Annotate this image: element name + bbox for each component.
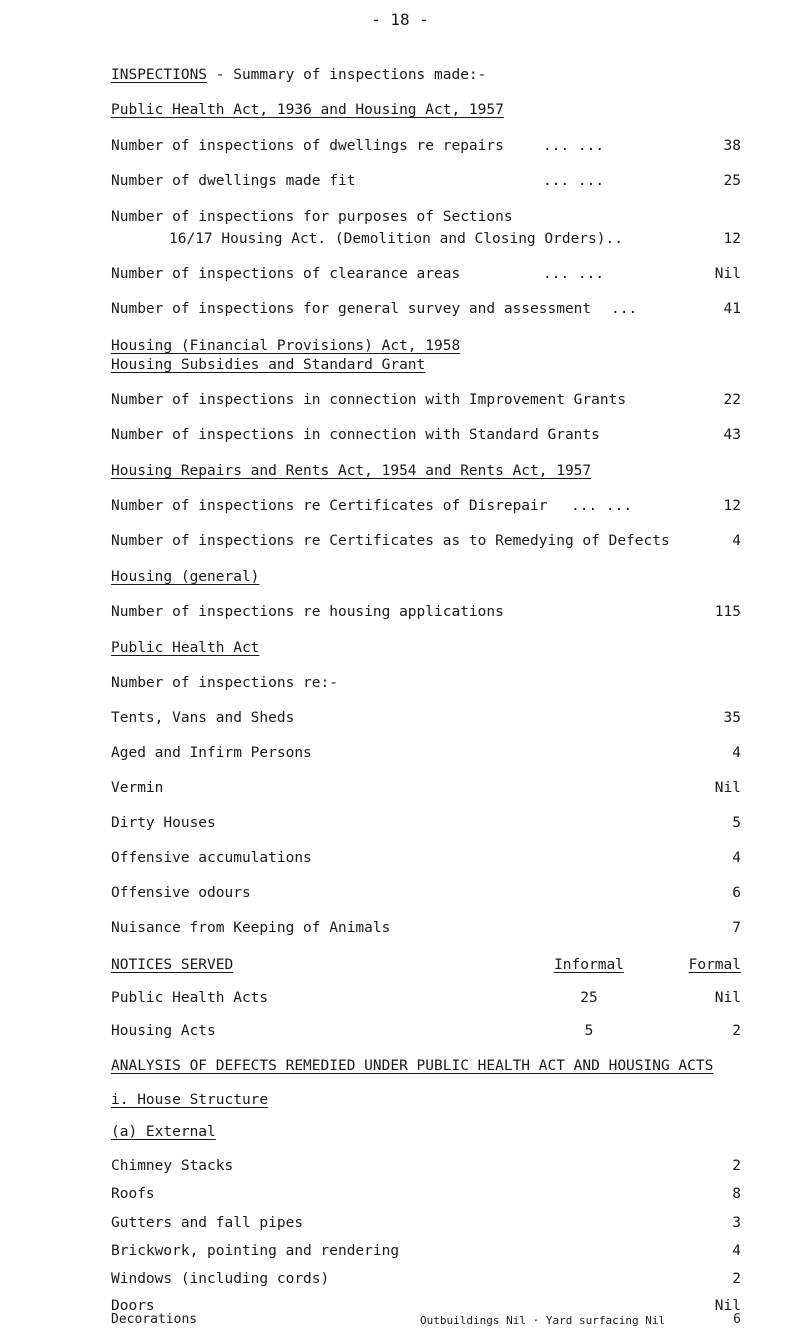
list-item: Windows (including cords) 2 [111,1271,741,1287]
table-row: Number of inspections re housing applications 115 [111,604,741,620]
section-intro: Number of inspections re:- [111,675,338,691]
table-row: Number of inspections for general survey and assessment ... 41 [111,301,741,317]
section-title: Housing (general) [111,569,260,585]
section-title: Public Health Act [111,640,260,656]
list-item: Nuisance from Keeping of Animals 7 [111,920,741,936]
analysis-subheading: (a) External [111,1124,216,1140]
list-item: Aged and Infirm Persons 4 [111,745,741,761]
heading-subtitle: - Summary of inspections made:- [215,67,487,83]
table-row: Number of inspections re Certificates as to Remedying of Defects 4 [111,533,741,549]
list-item: Brickwork, pointing and rendering 4 [111,1243,741,1259]
table-row: 16/17 Housing Act. (Demolition and Closing Orders).. 12 [169,231,741,247]
table-row: Number of inspections in connection with Standard Grants 43 [111,427,741,443]
list-item: Offensive accumulations 4 [111,850,741,866]
table-row: Public Health Acts 25 Nil [111,990,741,1006]
list-item-compact: Outbuildings Nil · Yard surfacing Nil [420,1314,666,1327]
list-item: Roofs 8 [111,1186,741,1202]
section-title: Housing (Financial Provisions) Act, 1958 [111,338,461,354]
notices-header: NOTICES SERVED Informal Formal [111,957,741,973]
analysis-title: ANALYSIS OF DEFECTS REMEDIED UNDER PUBLIC HEALTH ACT AND HOUSING ACTS [111,1058,714,1074]
section-title: Housing Repairs and Rents Act, 1954 and Rents Act, 1957 [111,463,592,479]
analysis-subheading: i. House Structure [111,1092,269,1108]
list-item: Chimney Stacks 2 [111,1158,741,1174]
table-row: Number of inspections of dwellings re repairs ... ... 38 [111,138,741,154]
table-row: Number of inspections re Certificates of Disrepair ... ... 12 [111,498,741,514]
list-item: Dirty Houses 5 [111,815,741,831]
table-row: Number of inspections of clearance areas ... ... Nil [111,266,741,282]
table-row: Number of inspections in connection with Improvement Grants 22 [111,392,741,408]
list-item: Decorations 6 [111,1312,741,1327]
table-row: Number of inspections for purposes of Sections [111,209,513,225]
list-item: Offensive odours 6 [111,885,741,901]
list-item: Doors Nil [111,1298,741,1314]
list-item: Gutters and fall pipes 3 [111,1215,741,1231]
heading-title: INSPECTIONS [111,67,208,83]
table-row: Housing Acts 5 2 [111,1023,741,1039]
page-number: - 18 - [371,10,429,29]
section-title: Housing Subsidies and Standard Grant [111,357,426,373]
inspections-heading [111,64,741,86]
list-item: Vermin Nil [111,780,741,796]
table-row: Number of dwellings made fit ... ... 25 [111,173,741,189]
section-title: Public Health Act, 1936 and Housing Act, 1957 [111,102,504,118]
list-item: Tents, Vans and Sheds 35 [111,710,741,726]
